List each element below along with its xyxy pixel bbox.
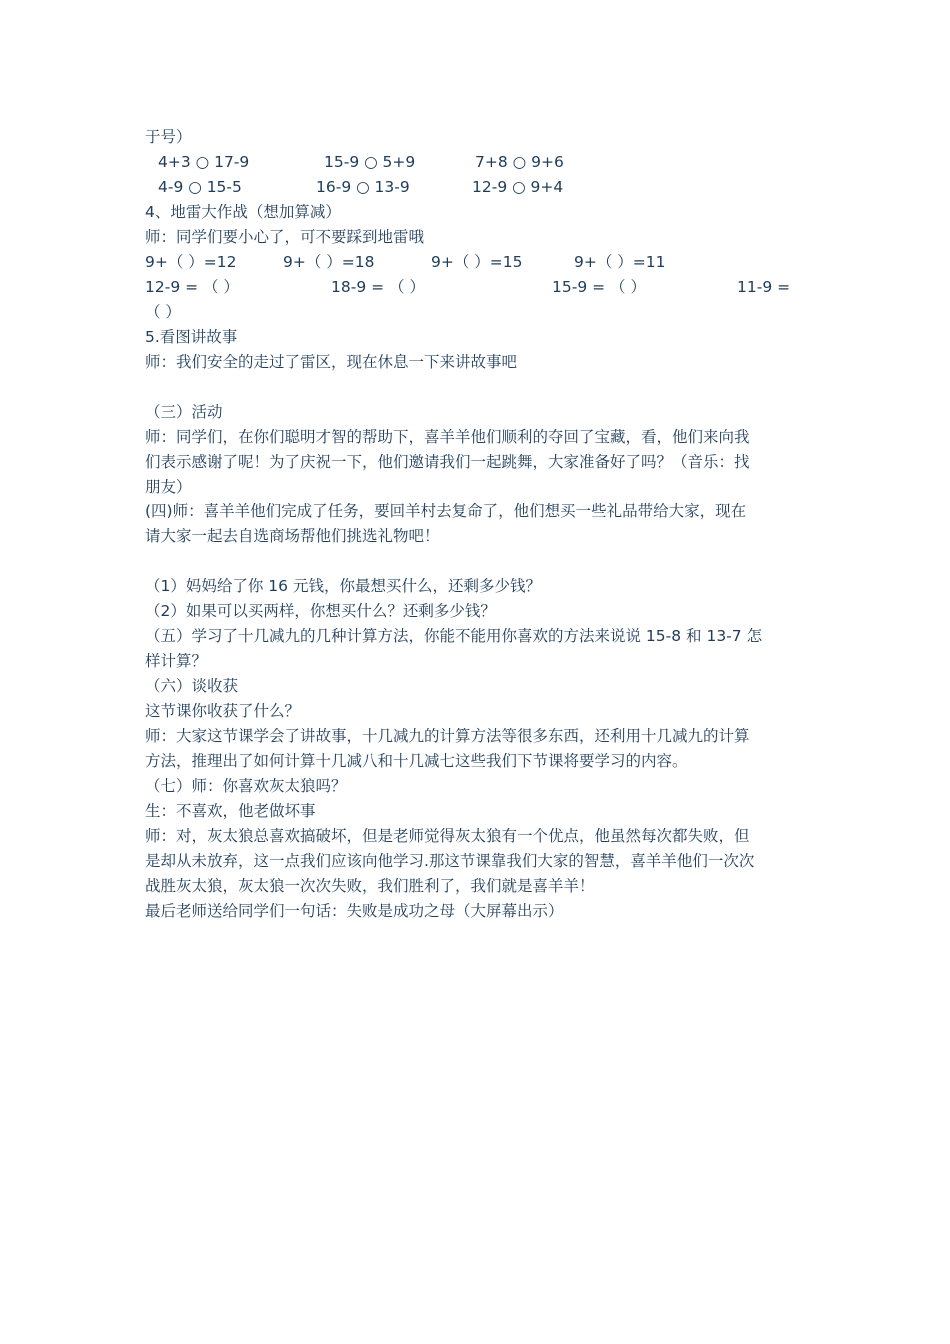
text-line: 师：对，灰太狼总喜欢搞破坏，但是老师觉得灰太狼有一个优点，他虽然每次都失败，但 [145,827,750,845]
fill-item: 11-9 = [737,278,791,296]
fill-item: 12-9 = （ ） [145,278,239,296]
comparison-item: 4-9 ○ 15-5 [158,178,242,196]
fill-item: 15-9 = （ ） [552,278,646,296]
text-line: 师：同学们，在你们聪明才智的帮助下，喜羊羊他们顺利的夺回了宝藏，看，他们来向我 [145,428,750,446]
question-item: （2）如果可以买两样，你想买什么？还剩多少钱？ [145,602,496,620]
section-heading: （六）谈收获 [145,677,239,695]
text-line: 师：大家这节课学会了讲故事，十几减九的计算方法等很多东西，还利用十几减九的计算 [145,727,750,745]
fill-item: 9+（ ）=12 [145,253,237,271]
comparison-item: 12-9 ○ 9+4 [472,178,564,196]
text-line: 最后老师送给同学们一句话：失败是成功之母（大屏幕出示） [145,902,564,920]
text-line: 样计算？ [145,652,208,670]
text-line: 们表示感谢了呢！为了庆祝一下，他们邀请我们一起跳舞，大家准备好了吗？（音乐：找 [145,453,750,471]
text-line: （七）师：你喜欢灰太狼吗？ [145,777,347,795]
text-line: (四)师：喜羊羊他们完成了任务，要回羊村去复命了，他们想买一些礼品带给大家，现在 [145,502,747,520]
text-line: 生：不喜欢，他老做坏事 [145,802,316,820]
text-line: （五）学习了十几减九的几种计算方法，你能不能用你喜欢的方法来说说 15-8 和 13-7 怎 [145,627,763,645]
comparison-item: 16-9 ○ 13-9 [316,178,410,196]
comparison-item: 4+3 ○ 17-9 [158,153,250,171]
text-line: 是却从未放弃，这一点我们应该向他学习.那这节课靠我们大家的智慧，喜羊羊他们一次次 [145,852,755,870]
fill-item: 9+（ ）=18 [283,253,375,271]
text-line: 师：同学们要小心了，可不要踩到地雷哦 [145,228,425,246]
fill-item: 9+（ ）=11 [574,253,666,271]
section-heading: （三）活动 [145,403,223,421]
fill-item: 18-9 = （ ） [331,278,425,296]
comparison-item: 7+8 ○ 9+6 [475,153,564,171]
text-line: 师：我们安全的走过了雷区，现在休息一下来讲故事吧 [145,353,518,371]
fill-item: 9+（ ）=15 [431,253,523,271]
text-line: （ ） [145,303,181,321]
section-heading: 5.看图讲故事 [145,328,238,346]
text-line: 方法，推理出了如何计算十几减八和十几减七这些我们下节课将要学习的内容。 [145,752,688,770]
comparison-item: 15-9 ○ 5+9 [324,153,416,171]
text-line: 这节课你收获了什么？ [145,702,301,720]
section-heading: 4、地雷大作战（想加算减） [145,203,341,221]
question-item: （1）妈妈给了你 16 元钱，你最想买什么，还剩多少钱？ [145,577,541,595]
text-line: 战胜灰太狼，灰太狼一次次失败，我们胜利了，我们就是喜羊羊！ [145,877,595,895]
text-line: 朋友） [145,478,192,496]
text-line: 请大家一起去自选商场帮他们挑选礼物吧！ [145,527,440,545]
text-line: 于号） [145,128,192,146]
